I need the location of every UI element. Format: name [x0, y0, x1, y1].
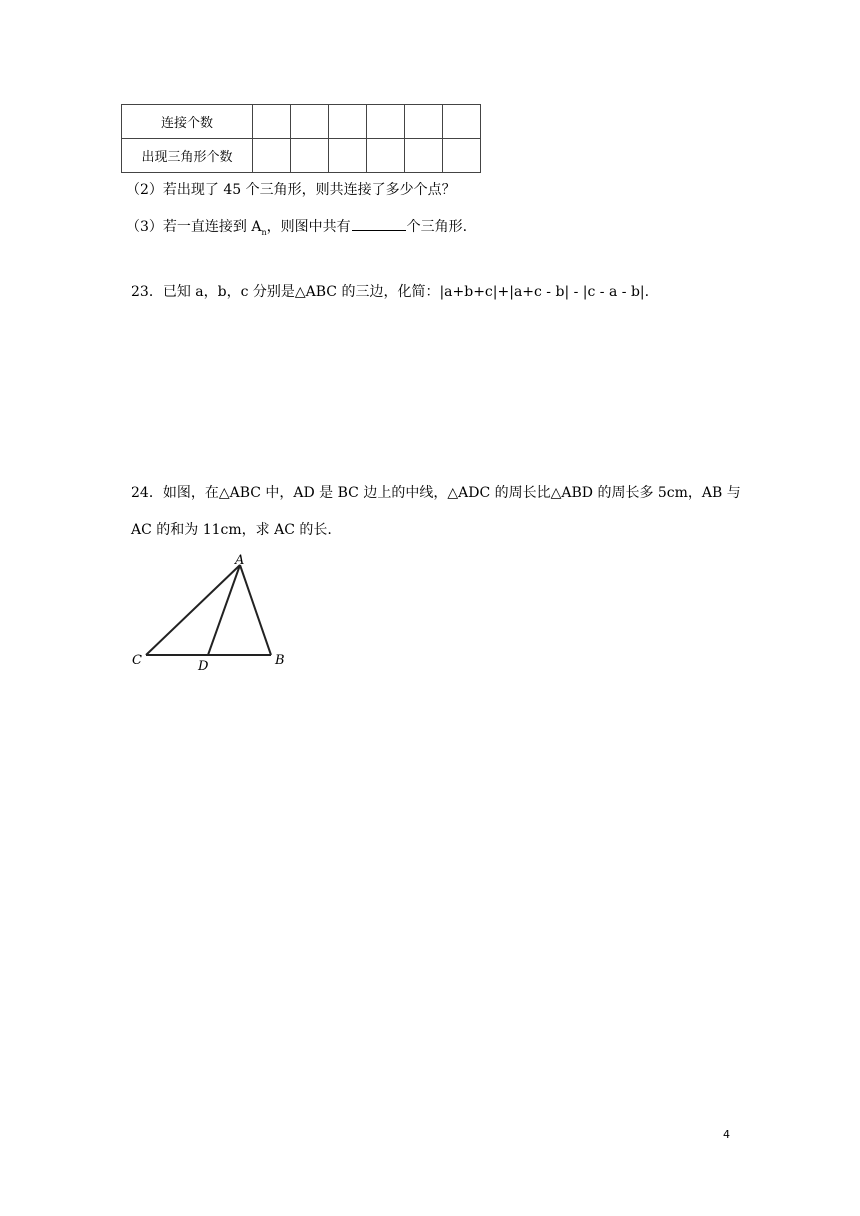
part3-text-mid: ，则图中共有: [266, 219, 351, 235]
median-ad: [208, 565, 240, 655]
page-number: 4: [723, 1128, 730, 1141]
question-22-part-2: （2）若出现了 45 个三角形，则共连接了多少个点？: [126, 182, 456, 198]
table-cell: [443, 105, 481, 139]
label-d: D: [198, 659, 209, 674]
label-b: B: [275, 653, 285, 668]
part3-text-before: （3）若一直连接到 A: [126, 219, 262, 235]
label-c: C: [132, 653, 142, 668]
label-a: A: [235, 553, 245, 568]
question-22-part-3: [126, 216, 467, 243]
table-cell: [443, 139, 481, 173]
table-cell: [253, 105, 291, 139]
table-cell: [291, 105, 329, 139]
table-cell: [405, 105, 443, 139]
table-cell: [329, 105, 367, 139]
question-24-line-1: 24．如图，在△ABC 中，AD 是 BC 边上的中线，△ADC 的周长比△ABD 的周长多 5cm，AB 与: [131, 485, 741, 501]
table-cell: [291, 139, 329, 173]
side-ac: [146, 565, 240, 655]
table-cell: [367, 139, 405, 173]
row-label: 出现三角形个数: [122, 139, 253, 173]
row-label: 连接个数: [122, 105, 253, 139]
table-cell: [329, 139, 367, 173]
table-cell: [405, 139, 443, 173]
question-23: 23．已知 a，b，c 分别是△ABC 的三边，化简：|a+b+c|+|a+c - b| - |c - a - b|.: [131, 284, 650, 300]
subscript-n: n: [261, 227, 267, 237]
triangle-figure: [128, 550, 298, 675]
table-row: [122, 139, 481, 173]
part3-text-after: 个三角形.: [406, 219, 468, 235]
table-row: [122, 105, 481, 139]
triangle-count-table: [121, 104, 481, 173]
side-ab: [240, 565, 271, 655]
table-cell: [367, 105, 405, 139]
answer-blank[interactable]: [352, 216, 406, 231]
table-cell: [253, 139, 291, 173]
question-24-line-2: AC 的和为 11cm，求 AC 的长.: [131, 522, 332, 538]
